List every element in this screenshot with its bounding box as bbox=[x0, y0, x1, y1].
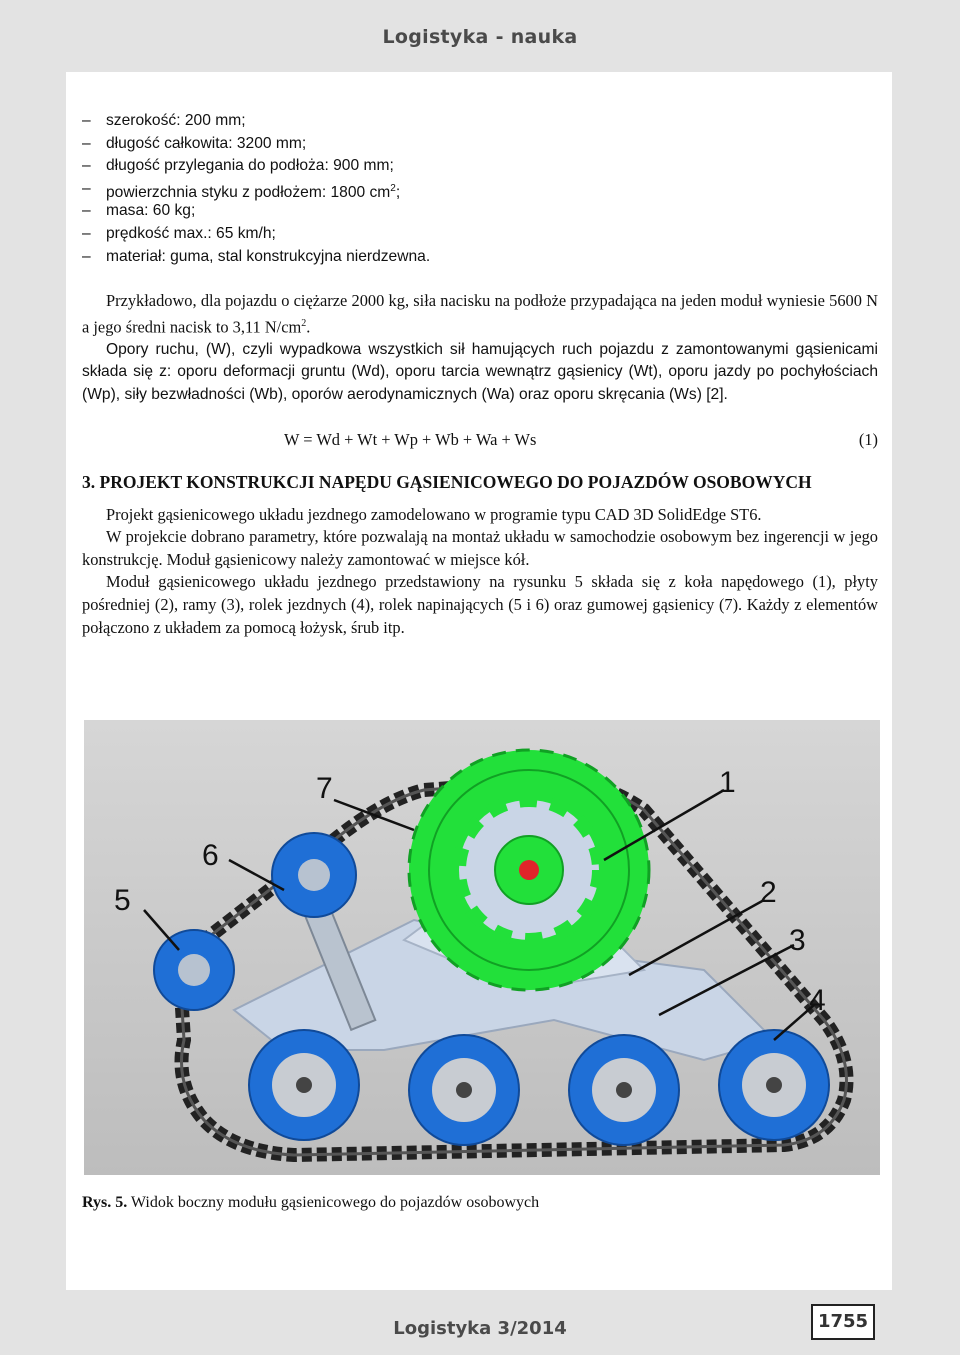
superscript: 2 bbox=[390, 182, 396, 194]
paragraph-example bbox=[82, 290, 878, 339]
drive-sprocket bbox=[409, 750, 649, 990]
article-body bbox=[82, 110, 878, 639]
caption-label: Rys. 5. bbox=[82, 1194, 128, 1211]
list-item-tail: ; bbox=[395, 183, 401, 201]
page-number: 1755 bbox=[811, 1304, 875, 1340]
paragraph-tail: . bbox=[306, 317, 311, 337]
list-item: – masa: 60 kg; bbox=[82, 200, 878, 223]
list-item: – długość całkowita: 3200 mm; bbox=[82, 133, 878, 156]
figure-label: 3 bbox=[789, 924, 806, 957]
specification-list bbox=[82, 110, 878, 268]
road-roller bbox=[569, 1035, 679, 1145]
track-module-illustration bbox=[84, 720, 880, 1175]
list-item: – szerokość: 200 mm; bbox=[82, 110, 878, 133]
figure-label: 4 bbox=[809, 984, 826, 1017]
road-roller bbox=[409, 1035, 519, 1145]
figure-caption bbox=[82, 1194, 539, 1212]
figure-label: 7 bbox=[316, 772, 333, 805]
running-header: Logistyka - nauka bbox=[382, 26, 578, 48]
equation-number: (1) bbox=[858, 429, 878, 449]
caption-text: Widok boczny modułu gąsienicowego do pojazdów osobowych bbox=[127, 1194, 540, 1211]
page bbox=[66, 72, 892, 1290]
road-roller bbox=[249, 1030, 359, 1140]
superscript: 2 bbox=[301, 317, 307, 329]
figure-label: 2 bbox=[760, 876, 777, 909]
list-item: – materiał: guma, stal konstrukcyjna nierdzewna. bbox=[82, 246, 878, 269]
paragraph-cad: Projekt gąsienicowego układu jezdnego zamodelowano w programie typu CAD 3D SolidEdge ST6. bbox=[106, 504, 762, 524]
section-heading: 3. PROJEKT KONSTRUKCJI NAPĘDU GĄSIENICOWEGO DO POJAZDÓW OSOBOWYCH bbox=[82, 471, 812, 492]
figure-label: 1 bbox=[719, 766, 736, 799]
road-roller bbox=[719, 1030, 829, 1140]
paragraph-parameters: W projekcie dobrano parametry, które pozwalają na montaż układu w samochodzie osobowym bez ingerencji w jego konstrukcję. Moduł gąsienicowy należy zamontować w miejsce kół. bbox=[82, 527, 878, 569]
equation bbox=[82, 429, 878, 453]
list-item bbox=[82, 178, 878, 201]
tension-roller-6 bbox=[272, 833, 356, 917]
list-item-text: powierzchnia styku z podłożem: 1800 cm bbox=[106, 183, 391, 201]
equation-expression: W = Wd + Wt + Wp + Wb + Wa + Ws bbox=[284, 429, 537, 449]
footer-journal: Logistyka 3/2014 bbox=[393, 1318, 567, 1339]
paragraph-module: Moduł gąsienicowego układu jezdnego przedstawiony na rysunku 5 składa się z koła napędowego (1), płyty pośredniej (2), ramy (3), rolek jezdnych (4), rolek napinających (5 i 6) oraz gumowej gąsienicy (7). Każdy z elementów połączono z układem za pomocą łożysk, śrub itp. bbox=[82, 572, 878, 637]
paragraph-text: Przykładowo, dla pojazdu o ciężarze 2000 kg, siła nacisku na podłoże przypadająca na jeden moduł wyniesie 5600 N a jego średni nacisk to 3,11 N/cm bbox=[82, 291, 878, 337]
figure-track-module bbox=[84, 720, 880, 1175]
figure-label: 5 bbox=[114, 884, 131, 917]
list-item: – długość przylegania do podłoża: 900 mm; bbox=[82, 155, 878, 178]
tension-roller-5 bbox=[154, 930, 234, 1010]
figure-label: 6 bbox=[202, 839, 219, 872]
list-item: – prędkość max.: 65 km/h; bbox=[82, 223, 878, 246]
paragraph-resistance: Opory ruchu, (W), czyli wypadkowa wszystkich sił hamujących ruch pojazdu z zamontowanymi gąsienicami składa się z: oporu deformacji gruntu (Wd), oporu tarcia wewnątrz gąsienicy (Wt), oporu jazdy po pochyłościach (Wp), siły bezwładności (Wb), oporów aerodynamicznych (Wa) oraz oporu skręcania (Ws) [2]. bbox=[82, 340, 878, 403]
